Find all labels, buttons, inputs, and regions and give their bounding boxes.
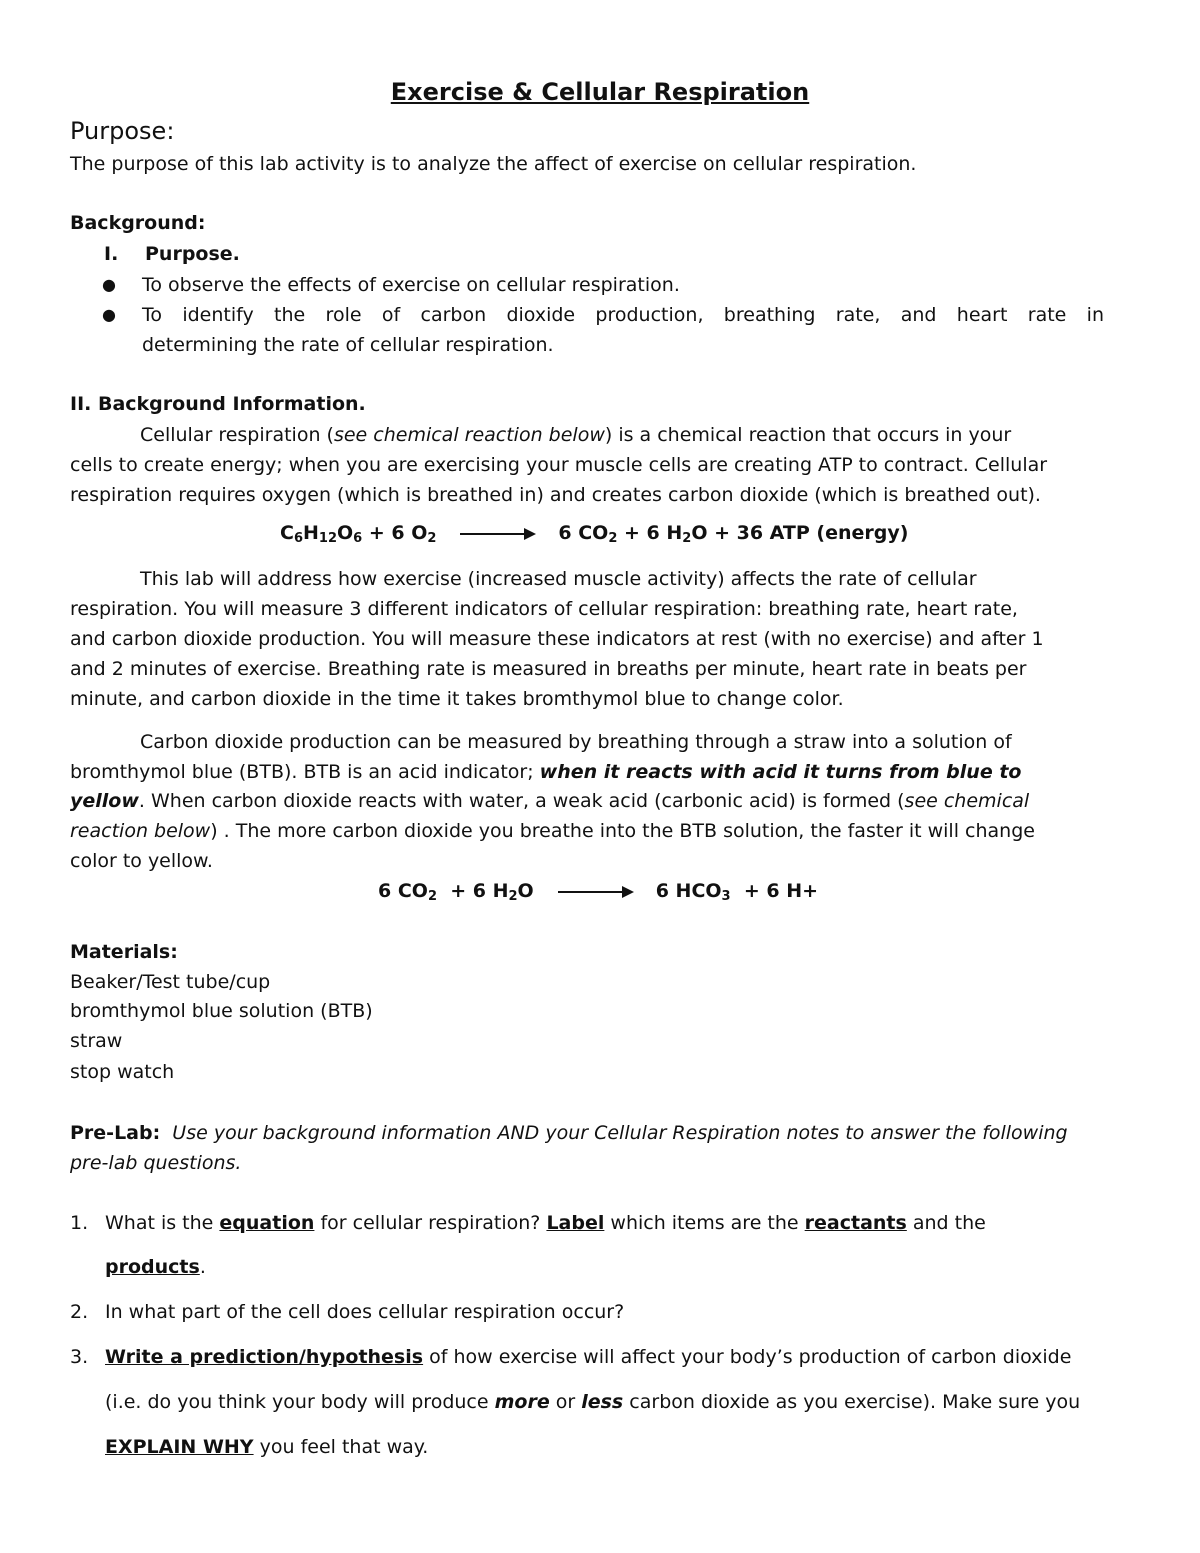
bullet-icon: ● (102, 275, 116, 294)
bullet-item: To identify the role of carbon dioxide production, breathing rate, and heart rate in (142, 304, 1104, 326)
paragraph-line: and 2 minutes of exercise. Breathing rate is measured in breaths per minute, heart rate in beats per (70, 658, 1027, 680)
bullet-item: To observe the effects of exercise on cellular respiration. (142, 274, 680, 296)
paragraph-line: Cellular respiration (see chemical reaction below) is a chemical reaction that occurs in your (140, 424, 1012, 446)
page-title: Exercise & Cellular Respiration (390, 78, 810, 106)
paragraph-line: color to yellow. (70, 850, 213, 872)
question-number: 3. (70, 1346, 89, 1368)
paragraph-line: respiration. You will measure 3 different indicators of cellular respiration: breathing rate, heart rate, (70, 598, 1018, 620)
background-heading: Background: (70, 212, 206, 234)
paragraph-line: yellow. When carbon dioxide reacts with water, a weak acid (carbonic acid) is formed (see chemical (70, 790, 1030, 812)
paragraph-line: Carbon dioxide production can be measured by breathing through a straw into a solution of (140, 731, 1012, 753)
paragraph-line: This lab will address how exercise (increased muscle activity) affects the rate of cellular (140, 568, 977, 590)
question-2-line: In what part of the cell does cellular respiration occur? (105, 1301, 625, 1323)
section-1-heading: Purpose. (145, 243, 240, 265)
question-3-line: EXPLAIN WHY you feel that way. (105, 1436, 429, 1458)
paragraph-line: and carbon dioxide production. You will measure these indicators at rest (with no exercise) and after 1 (70, 628, 1044, 650)
reaction-arrow (460, 533, 534, 535)
respiration-equation: $C_6H_{12}O_6 + 6$ $O_2$ 6 $CO_2 + 6$ $H_2O + 36$ ATP (energy) (280, 522, 909, 546)
paragraph-line: respiration requires oxygen (which is breathed in) and creates carbon dioxide (which is breathed out). (70, 484, 1041, 506)
question-number: 1. (70, 1212, 89, 1234)
paragraph-line: cells to create energy; when you are exercising your muscle cells are creating ATP to contract. Cellular (70, 454, 1048, 476)
prelab-instructions-continued: pre-lab questions. (70, 1152, 242, 1174)
bullet-item-continued: determining the rate of cellular respiration. (142, 334, 554, 356)
bullet-icon: ● (102, 305, 116, 324)
section-1-numeral: I. (104, 243, 119, 265)
materials-item: Beaker/Test tube/cup (70, 971, 271, 993)
purpose-heading: Purpose: (70, 117, 175, 145)
paragraph-line: minute, and carbon dioxide in the time it takes bromthymol blue to change color. (70, 688, 844, 710)
paragraph-line: reaction below) . The more carbon dioxide you breathe into the BTB solution, the faster it will change (70, 820, 1035, 842)
section-2-heading: II. Background Information. (70, 393, 366, 415)
question-3-line: Write a prediction/hypothesis of how exercise will affect your body’s production of carbon dioxide (105, 1346, 1072, 1368)
question-1-line: What is the equation for cellular respiration? Label which items are the reactants and the (105, 1212, 986, 1234)
materials-item: bromthymol blue solution (BTB) (70, 1000, 373, 1022)
prelab-instructions: Pre-Lab: Use your background information AND your Cellular Respiration notes to answer the following (70, 1122, 1068, 1144)
materials-item: straw (70, 1030, 123, 1052)
question-3-line: (i.e. do you think your body will produce more or less carbon dioxide as you exercise). Make sure you (105, 1391, 1081, 1413)
question-1-line: products. (105, 1256, 206, 1278)
paragraph-line: bromthymol blue (BTB). BTB is an acid indicator; when it reacts with acid it turns from blue to (70, 761, 1022, 783)
carbonic-acid-equation: 6 $CO_2 + 6$ $H_2O$ 6 $HCO_3 + 6$ H+ (378, 880, 819, 904)
question-number: 2. (70, 1301, 89, 1323)
purpose-text: The purpose of this lab activity is to analyze the affect of exercise on cellular respiration. (70, 153, 917, 175)
reaction-arrow (558, 891, 632, 893)
materials-heading: Materials: (70, 941, 178, 963)
materials-item: stop watch (70, 1061, 175, 1083)
